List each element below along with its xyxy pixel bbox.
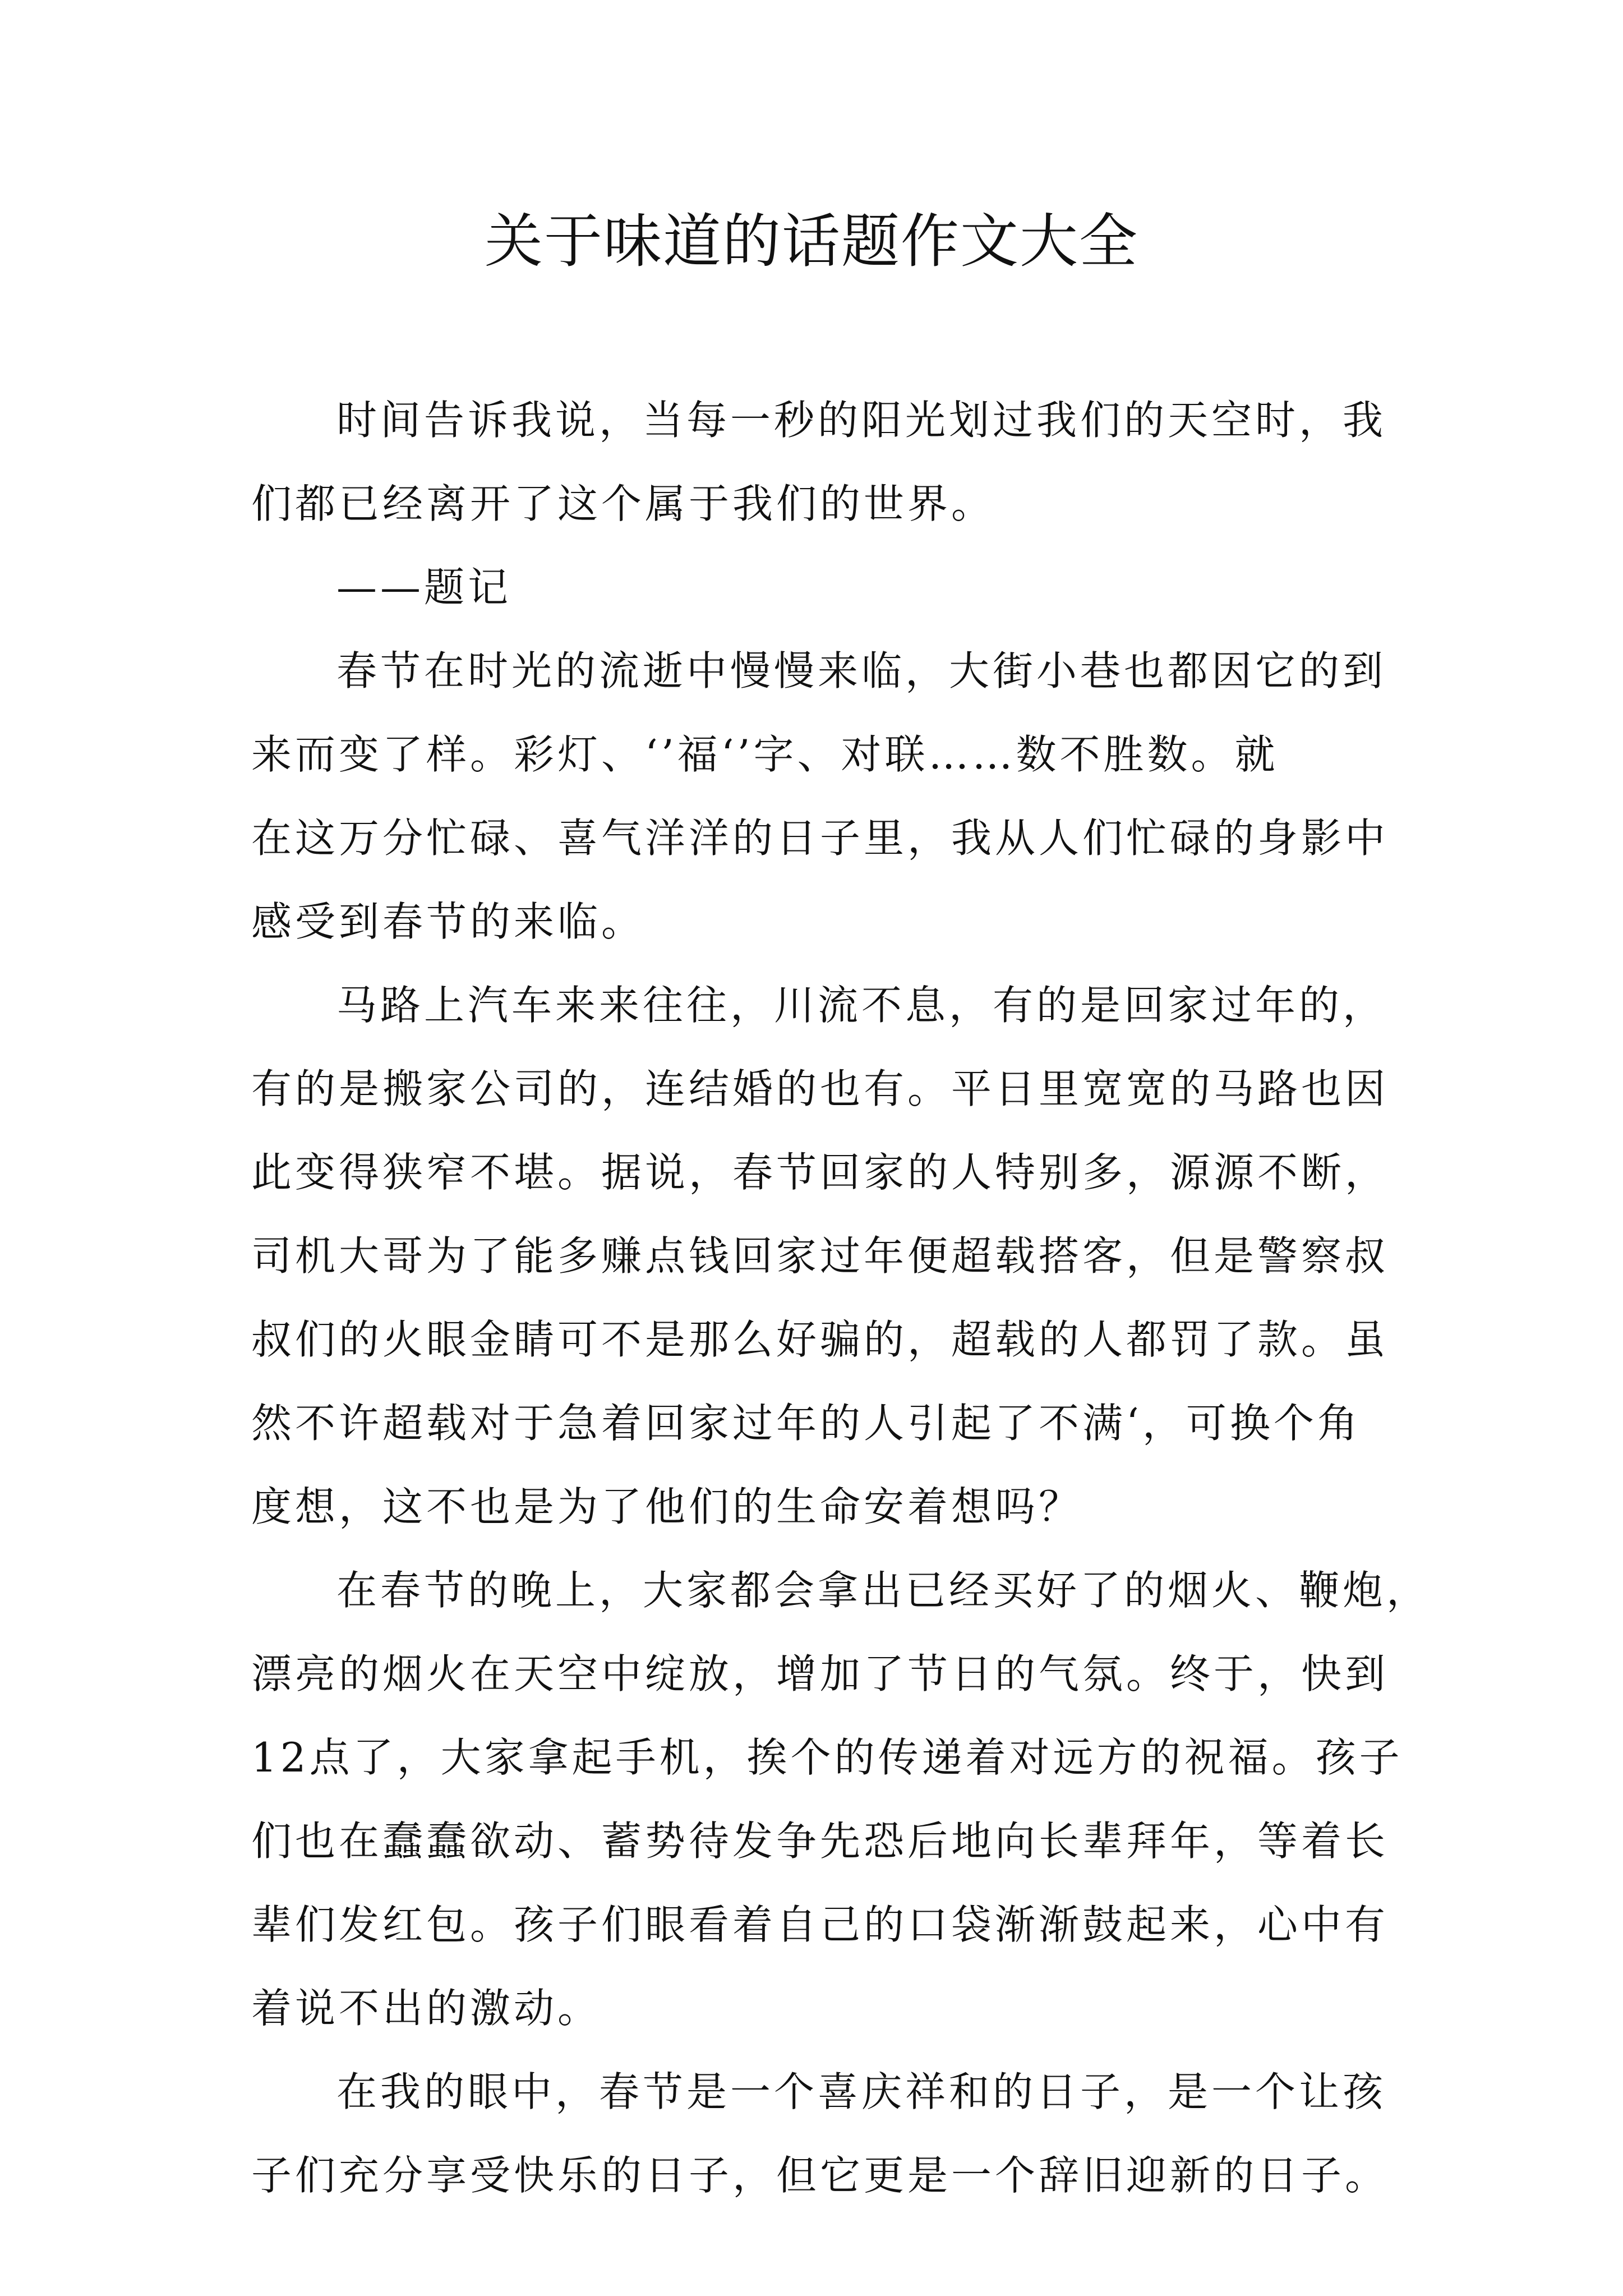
paragraph-line: 着说不出的激动。 [251,1985,602,2032]
paragraph-line: 度想，这不也是为了他们的生命安着想吗？ [251,1483,1083,1530]
paragraph-line: 此变得狭窄不堪。据说，春节回家的人特别多，源源不断， [251,1149,1389,1196]
paragraph-line: 时间告诉我说，当每一秒的阳光划过我们的天空时，我 [336,397,1387,444]
paragraph-line: 春节在时光的流逝中慢慢来临，大街小巷也都因它的到 [336,647,1387,694]
paragraph-line: 辈们发红包。孩子们眼看着自己的口袋渐渐鼓起来，心中有 [251,1901,1389,1948]
paragraph-line: 感受到春节的来临。 [251,898,645,945]
paragraph-line: 然不许超载对于急着回家过年的人引起了不满‘，可换个角 [251,1400,1361,1447]
paragraph-line: 们也在蠢蠢欲动、蓄势待发争先恐后地向长辈拜年，等着长 [251,1818,1389,1865]
paragraph-line: 12点了，大家拿起手机，挨个的传递着对远方的祝福。孩子 [251,1734,1403,1781]
paragraph-line: 叔们的火眼金睛可不是那么好骗的，超载的人都罚了款。虽 [251,1316,1389,1363]
paragraph-line: 在这万分忙碌、喜气洋洋的日子里，我从人们忙碌的身影中 [251,815,1389,862]
paragraph-line: 子们充分享受快乐的日子，但它更是一个辞旧迎新的日子。 [251,2152,1389,2199]
paragraph-line: 漂亮的烟火在天空中绽放，增加了节日的气氛。终于，快到 [251,1650,1389,1697]
document-body [251,379,1431,2217]
paragraph-line: 在春节的晚上，大家都会拿出已经买好了的烟火、鞭炮， [336,1567,1431,1614]
paragraph-line: 有的是搬家公司的，连结婚的也有。平日里宽宽的马路也因 [251,1065,1389,1112]
paragraph-line: 司机大哥为了能多赚点钱回家过年便超载搭客，但是警察叔 [251,1232,1389,1280]
paragraph-line: 们都已经离开了这个属于我们的世界。 [251,480,995,527]
epigraph-attribution: ——题记 [336,564,512,611]
paragraph-line: 在我的眼中，春节是一个喜庆祥和的日子，是一个让孩 [336,2068,1387,2115]
paragraph-line: 来而变了样。彩灯、‘’福‘’字、对联……数不胜数。就 [251,731,1279,778]
paragraph-line: 马路上汽车来来往往，川流不息，有的是回家过年的， [336,982,1387,1029]
document-title: 关于味道的话题作文大全 [484,207,1138,275]
